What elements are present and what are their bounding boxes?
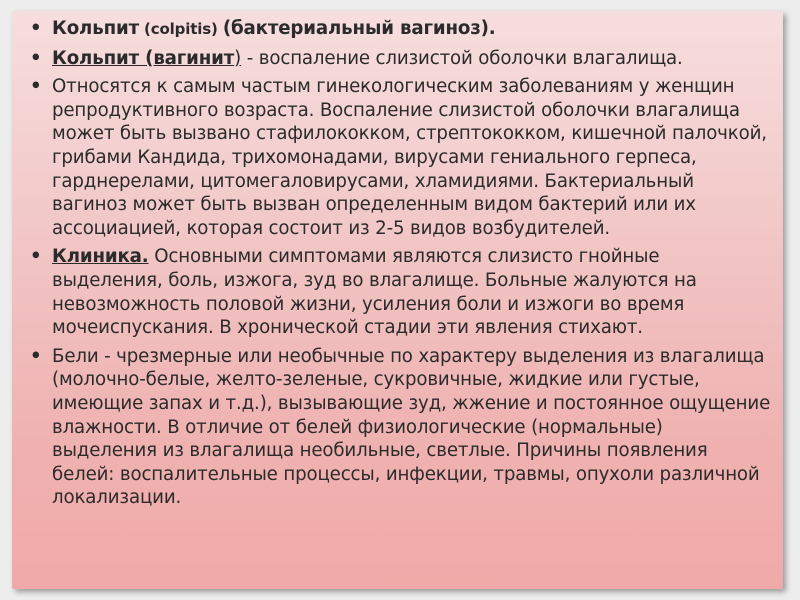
discharge-text: Бели - чрезмерные или необычные по характеру выделения из влагалища (молочно-белые, желто-зеленые, сукровичные, жидкие или густые, имеющие запах и т.д.), вызывающие зуд, жжение и постоянное ощущение влажности. В отличие от белей физиологические (нормальные) выделения из влагалища необильные, светлые. Причины появления белей: воспалительные процессы, инфекции, травмы, опухоли различной локализации.: [52, 345, 771, 509]
bullet-item-title: [24, 17, 772, 42]
bullet-icon: •: [30, 246, 42, 268]
bullet-icon: •: [30, 345, 42, 367]
definition-text: - воспаление слизистой оболочки влагалища.: [241, 47, 683, 69]
bullet-item-discharge: [24, 345, 772, 510]
bullet-icon: •: [30, 76, 42, 98]
bullet-item-causes: [24, 75, 772, 240]
definition-term: Кольпит (вагинит: [52, 47, 235, 69]
clinic-term: Клиника.: [52, 246, 149, 268]
bullet-item-clinic: [24, 245, 772, 339]
bullet-icon: •: [30, 18, 42, 39]
bullet-icon: •: [30, 47, 42, 69]
title-rest: (бактериальный вагиноз).: [222, 18, 496, 39]
slide-content: [24, 17, 772, 515]
title-heading: Кольпит: [52, 18, 139, 39]
slide: [12, 11, 783, 589]
causes-text: Относятся к самым частым гинекологическим заболеваниям у женщин репродуктивного возраста. Воспаление слизистой оболочки влагалища может быть вызвано стафилококком, стрептококком, кишечной палочкой, грибами Кандида, трихомонадами, вирусами гениального герпеса, гарднерелами, цитомегаловирусами, хламидиями. Бактериальный вагиноз может быть вызван определенным видом бактерий или их ассоциацией, которая состоит из 2-5 видов возбудителей.: [52, 76, 767, 239]
bullet-item-definition: [24, 47, 772, 71]
definition-term-close: ): [234, 47, 242, 69]
clinic-text: Основными симптомами являются слизисто гнойные выделения, боль, изжога, зуд во влагалище. Больные жалуются на невозможность половой жизни, усиления боли и изжоги во время мочеиспускания. В хронической стадии эти явления стихают.: [52, 246, 697, 339]
title-latin: (colpitis): [138, 20, 223, 38]
